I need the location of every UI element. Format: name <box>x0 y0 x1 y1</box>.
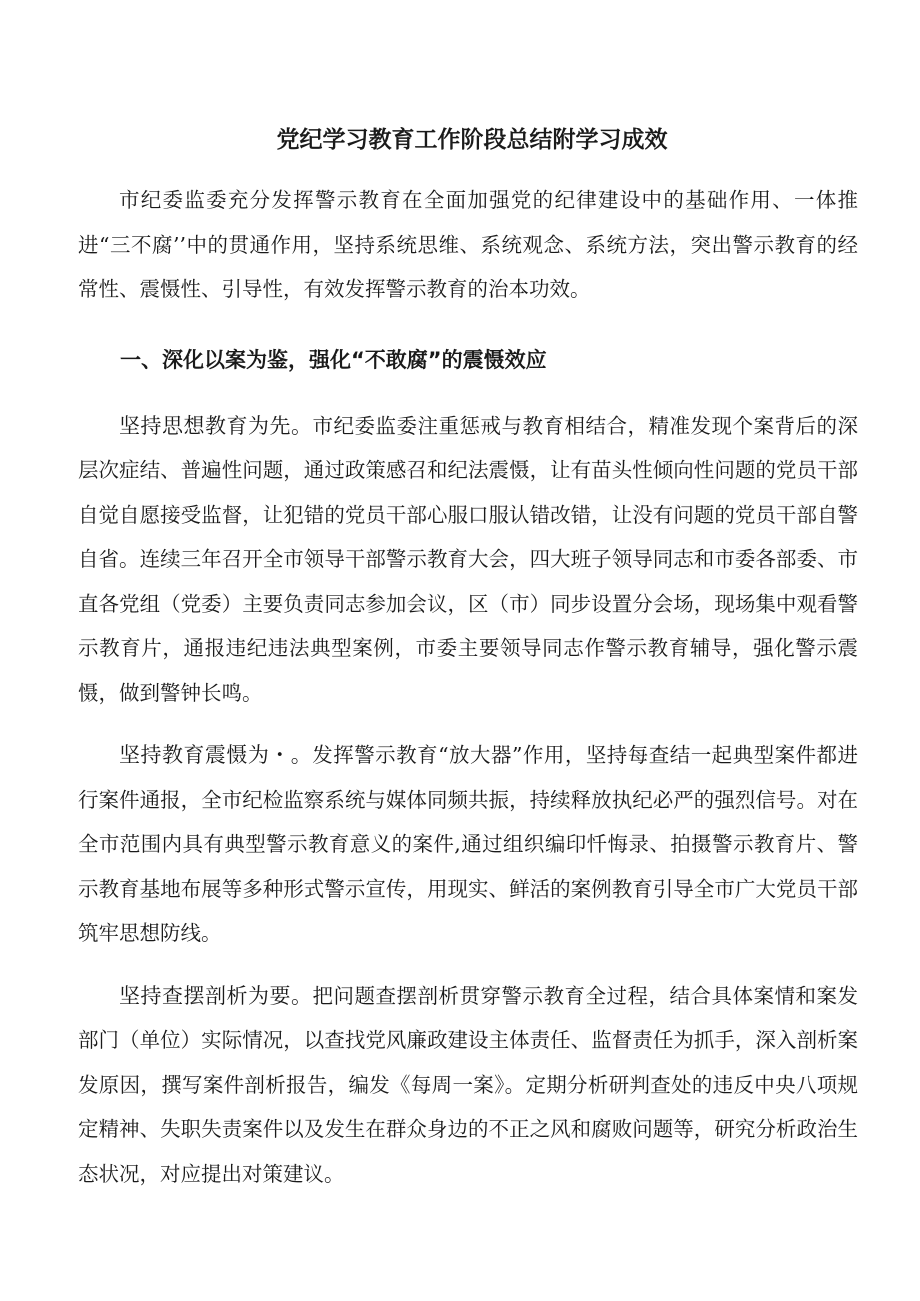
intro-paragraph: 市纪委监委充分发挥警示教育在全面加强党的纪律建设中的基础作用、一体推进“三不腐’’中的贯通作用，坚持系统思维、系统观念、系统方法，突出警示教育的经常性、震慑性、引导性，有效发挥警示教育的治本功效。 <box>78 188 858 301</box>
paragraph-body: 发挥警示教育“放大器”作用，坚持每查结一起典型案件都进行案件通报，全市纪检监察系统与媒体同频共振，持续释放执纪必严的强烈信号。对在全市范围内具有典型警示教育意义的案件,通过组织编印忏悔录、拍摄警示教育片、警示教育基地布展等多种形式警示宣传，用现实、鲜活的案例教育引导全市广大党员干部筑牢思想防线。 <box>78 743 859 945</box>
document-title: 党纪学习教育工作阶段总结附学习成效 <box>276 127 668 153</box>
paragraph-body: 市纪委监委注重惩戒与教育相结合，精准发现个案背后的深层次症结、普遍性问题，通过政策感召和纪法震慑，让有苗头性倾向性问题的党员干部自觉自愿接受监督，让犯错的党员干部心服口服认错改错，让没有问题的党员干部自警自省。连续三年召开全市领导干部警示教育大会，四大班子领导同志和市委各部委、市直各党组（党委）主要负责同志参加会议，区（市）同步设置分会场，现场集中观看警示教育片，通报违纪违法典型案例，市委主要领导同志作警示教育辅导，强化警示震慑，做到警钟长鸣。 <box>78 413 858 705</box>
paragraph-case-analysis <box>78 974 858 1197</box>
paragraph-deterrence <box>78 733 858 956</box>
paragraph-body: 把问题查摆剖析贯穿警示教育全过程，结合具体案情和案发部门（单位）实际情况，以查找党风廉政建设主体责任、监督责任为抓手，深入剖析案发原因，撰写案件剖析报告，编发《每周一案》。定期分析研判查处的违反中央八项规定精神、失职失责案件以及发生在群众身边的不正之风和腐败问题等，研究分析政治生态状况，对应提出对策建议。 <box>78 983 858 1186</box>
paragraph-lead: 坚持思想教育为先。 <box>119 413 313 438</box>
paragraph-lead: 坚持查摆剖析为要。 <box>119 983 313 1008</box>
section-heading: 一、深化以案为鉴，强化“不敢腐”的震慑效应 <box>120 347 547 372</box>
paragraph-lead: 坚持教育震慑为・。 <box>119 743 313 767</box>
paragraph-thought-education <box>78 404 858 716</box>
